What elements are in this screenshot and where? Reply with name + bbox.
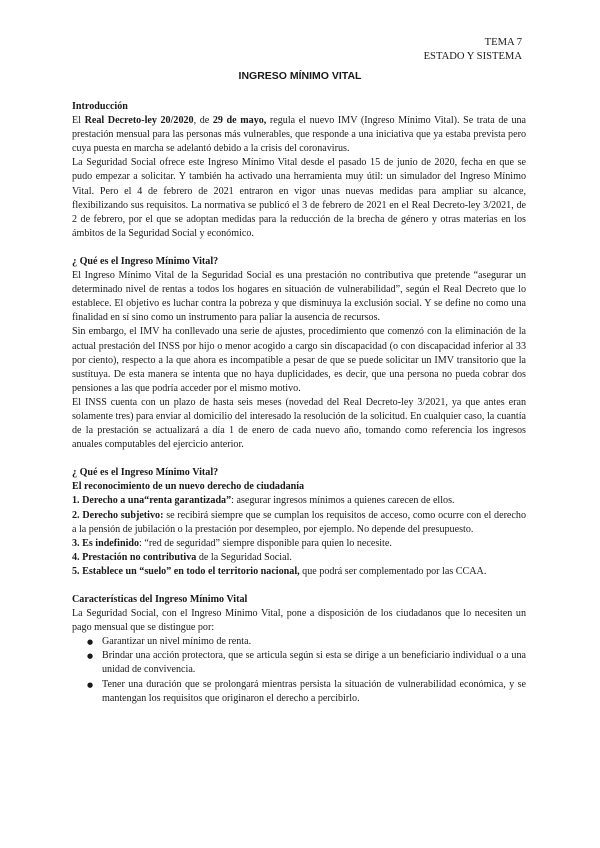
- intro-p1-mid: , de: [193, 115, 213, 127]
- list-item-text: de la Seguridad Social.: [196, 551, 292, 563]
- list-item: [72, 565, 526, 579]
- document-body: [72, 100, 526, 706]
- list-item: [72, 494, 526, 508]
- section1-paragraph-1: El Ingreso Mínimo Vital de la Seguridad Social es una prestación no contributiva que pretende “asegurar un determinado nivel de rentas a todos los hogares en situación de vulnerabilidad”, según el Real Decreto que lo establece. El objetivo es luchar contra la pobreza y que disminuya la exclusión social. Y se define no como una finalidad en sí sino como un instrumento para paliar la ausencia de recursos.: [72, 270, 526, 324]
- section1-paragraph-3: El INSS cuenta con un plazo de hasta seis meses (novedad del Real Decreto-ley 3/2021, ya que antes eran solamente tres) para enviar al domicilio del interesado la resolución de la solicitud. En cualquier caso, la cuantía de la prestación se actualizará a día 1 de enero de cada nuevo año, tomando como referencia los ingresos anuales computables del ejercicio anterior.: [72, 396, 526, 451]
- list-item-text: se recibirá siempre que se cumplan los requisitos de acceso, como ocurre con el derecho a la pensión de jubilación o la prestación por desempleo, por ejemplo. No depende del presupuesto.: [72, 509, 526, 535]
- intro-paragraph-2: La Seguridad Social ofrece este Ingreso Mínimo Vital desde el pasado 15 de junio de 2020, fecha en que se pudo empezar a solicitar. Y también ha activado una herramienta muy útil: un simulador del Ingreso Mínimo Vital. Pero el 4 de febrero de 2021 entraron en vigor unas nuevas medidas para ampliar su alcance, flexibilizando sus requisitos. La normativa se publicó el 3 de febrero de 2021 en el Real Decreto-ley 3/2021, de 2 de febrero, por el que se adoptan medidas para la reducción de la brecha de género y otras materias en los ámbitos de la Seguridad Social y económico.: [72, 157, 526, 239]
- section3-heading: Características del Ingreso Mínimo Vital: [72, 594, 248, 605]
- bullet-item: ● Tener una duración que se prolongará mientras persista la situación de vulnerabilidad económica, y se mantengan los requisitos que originaron el derecho a percibirlo.: [72, 678, 526, 706]
- list-item-label: 1. Derecho a una“renta garantizada”: [72, 495, 232, 507]
- list-item-text: : asegurar ingresos mínimos a quienes carecen de ellos.: [231, 495, 455, 507]
- intro-paragraph-1: [72, 114, 526, 156]
- intro-heading: Introducción: [72, 101, 128, 112]
- section2-heading: ¿ Qué es el Ingreso Mínimo Vital?: [72, 467, 219, 479]
- list-item-label: 4. Prestación no contributiva: [72, 551, 197, 563]
- list-item: [72, 551, 526, 565]
- bullet-item: ● Garantizar un nivel mínimo de renta.: [72, 635, 526, 649]
- list-item: [72, 509, 526, 537]
- section2-subheading: El reconocimiento de un nuevo derecho de ciudadanía: [72, 481, 305, 493]
- intro-p1-pre: El: [72, 115, 85, 127]
- list-item: [72, 537, 526, 551]
- list-item-text: que podrá ser complementado por las CCAA.: [299, 565, 487, 577]
- section3-paragraph-1: La Seguridad Social, con el Ingreso Mínimo Vital, pone a disposición de los ciudadanos que lo necesiten un pago mensual que se distingue por:: [72, 608, 526, 634]
- header-topic: TEMA 7: [484, 37, 522, 48]
- section1-paragraph-2: Sin embargo, el IMV ha conllevado una serie de ajustes, procedimiento que comenzó con la eliminación de la actual prestación del INSS por hijo o menor acogido a cargo sin discapacidad (o con discapacidad inferior al 33 por ciento), respecto a la que ahora es incompatible a pesar de que se puede solicitar un IMV transitorio que la sustituya. De esta manera se intenta que no haya duplicidades, es decir, que una persona no pueda cobrar dos pensiones a las que podría acceder por el mismo motivo.: [72, 326, 526, 394]
- list-item-label: 2. Derecho subjetivo:: [72, 509, 164, 521]
- section1-heading: ¿ Qué es el Ingreso Mínimo Vital?: [72, 255, 219, 267]
- bullet-list: [72, 635, 526, 705]
- list-item-label: 3. Es indefinido: [72, 537, 140, 549]
- page-header: [424, 36, 522, 64]
- header-subject: ESTADO Y SISTEMA: [423, 51, 522, 62]
- intro-p1-post: regula el nuevo IMV (Ingreso Mínimo Vital). Se trata de una prestación mensual para las personas más vulnerables, que responde a una iniciativa que ya estaba prevista pero cuya puesta en marcha se adelantó debido a la crisis del coronavirus.: [72, 115, 527, 155]
- list-item-label: 5. Establece un “suelo” en todo el territorio nacional,: [72, 565, 300, 577]
- document-title: INGRESO MÍNIMO VITAL: [238, 70, 362, 82]
- intro-p1-date: 29 de mayo,: [212, 115, 267, 127]
- intro-p1-decree: Real Decreto-ley 20/2020: [84, 115, 194, 127]
- list-item-text: : “red de seguridad” siempre disponible para quien lo necesite.: [139, 537, 392, 549]
- bullet-item: ● Brindar una acción protectora, que se articula según si esta se dirige a un beneficiario individual o a una unidad de convivencia.: [72, 649, 526, 677]
